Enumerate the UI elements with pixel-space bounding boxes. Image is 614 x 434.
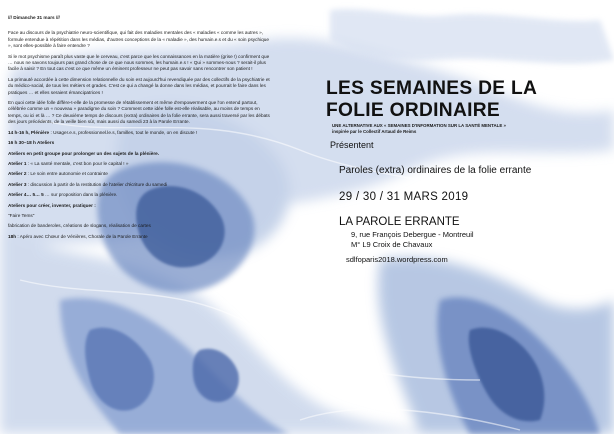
intro-paragraph: La primauté accordée à cette dimension relationnelle du soin est aujourd'hui revendiquée par des collectifs de la psychiatrie et du médico-social, de tous les métiers et grades. C'est ce qui a changé la donne dans les médias, et pourrait le faire dans les pratiques … et elles seraient émancipatrices ! [8,76,270,95]
schedule-item: Atelier 2 : Le soin entre autonomie et contrainte [8,171,108,177]
intro-paragraph: En quoi cette idée folle diffère-t-elle de la promesse de rétablissement et même d'empowerment que l'on entend partout, célébrée comme un « nouveau » paradigme du soin ? Comment cette idée folle est-elle réalisable, au moins de temps en temps, ou ici et là … ? Ce deuxième temps de discours (extra) ordinaires de la folie errante, sera aussi traversé par les débats des jours précédents, de la veille bien sûr, mais aussi du samedi 23 à la Parole Errante. [8,100,270,125]
event-title-line: LES SEMAINES DE LA [326,78,538,99]
venue-name: LA PAROLE ERRANTE [339,216,460,228]
schedule-item: "Faire Tems" [8,212,35,218]
schedule-item: Ateliers en petit groupe pour prolonger un des sujets de la plénière. [8,150,160,156]
website-url: sdlfoparis2018.wordpress.com [346,255,448,264]
intro-paragraph: Si le mot psychisme paraît plus vaste que le cerveau, c'est parce que les connaissances en la matière (grise !) confirment que … nous ne savons toujours pas grand chose de ce que nous sommes, les humain.e.s ! « Qui » sommes-nous ? serait-il plus facile à saisir ? En tout cas c'est ce que même un éminent professeur ne peut pas savoir sans rencontrer son patient ! [8,53,270,72]
program-name: Paroles (extra) ordinaires de la folie errante [339,165,532,176]
schedule-item: Atelier 1 : « La santé mentale, c'est bon pour le capital ! » [8,160,129,166]
program-column [8,15,270,244]
subtitle-line: inspirée par le Collectif Artaud de Reims [332,128,417,134]
address-line: 9, rue François Debergue - Montreuil [351,230,474,239]
event-subtitle [332,123,602,135]
schedule-item: Atelier 4… 5… 5 … sur proposition dans la plénière. [8,192,118,198]
schedule-item: Ateliers pour créer, inventer, pratiquer : [8,202,96,208]
address-line: M° L9 Croix de Chavaux [351,239,433,249]
schedule-item: 18h : Apéro avec Chœur de Vénières, Chorale de la Parole Errante [8,233,148,239]
schedule-item: 14 h-16 h, Plénière : Usager.e.s, professionnel.le.s, familles, tout le monde, on en discute ! [8,129,198,135]
event-dates: 29 / 30 / 31 MARS 2019 [339,191,469,203]
intro-paragraph: Face au discours de la psychiatrie neuro-scientifique, qui fait des maladies mentales des « maladies « comme les autres », formule entendue à répétition dans les médias, d'autres conceptions de la « maladie », des humain.e.s et du « soin psychique », sont elles-possible à faire entendre ? [8,30,269,49]
presents-label: Présentent [330,140,374,150]
venue-address [351,230,474,249]
schedule-item: fabrication de banderoles, créations de slogans, réalisation de cartes [8,223,151,229]
event-title-line: FOLIE ORDINAIRE [326,100,500,121]
event-title [326,78,596,122]
subtitle-line: UNE ALTERNATIVE AUX « SEMAINES D'INFORMATION SUR LA SANTÉ MENTALE » [332,123,506,128]
day-heading: /// Dimanche 31 mars /// [8,15,60,20]
schedule-item: Atelier 3 : discussion à partir de la restitution de l'atelier d'écriture du samedi [8,181,168,187]
schedule-item: 16 h 30–18 h Ateliers [8,140,55,146]
